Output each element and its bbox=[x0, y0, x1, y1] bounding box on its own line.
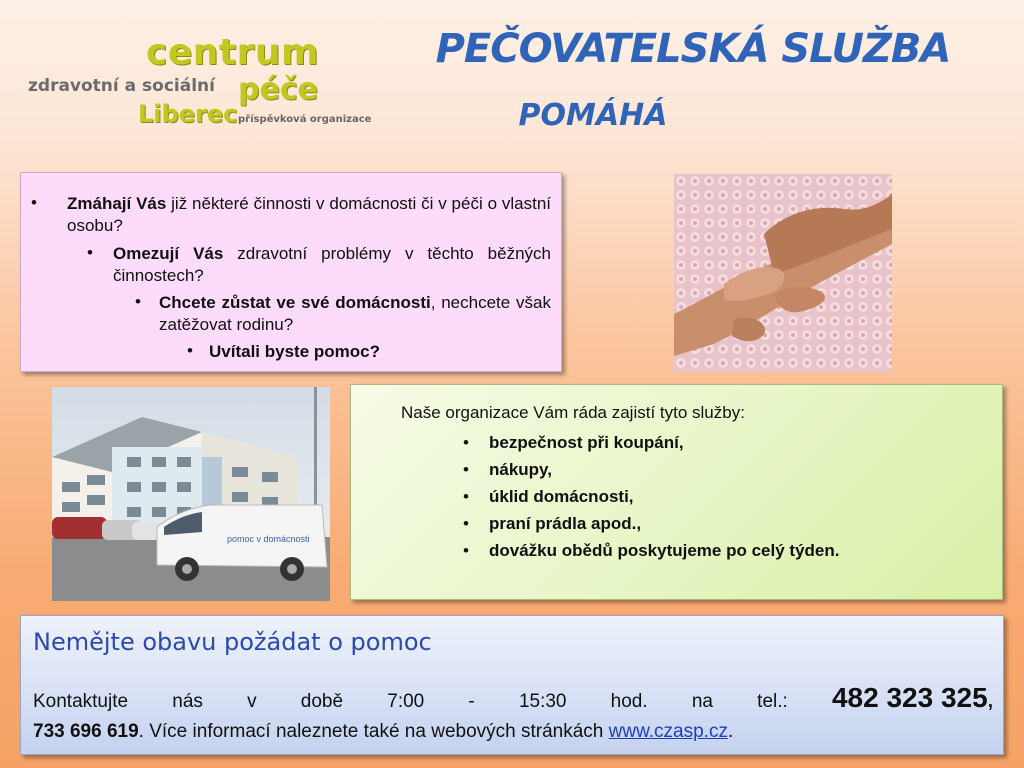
question-text: již některé činnosti v domácnosti či v péči o vlastní osobu? bbox=[67, 194, 551, 235]
contact-line bbox=[33, 682, 993, 714]
logo-organizace: příspěvková organizace bbox=[238, 114, 372, 125]
hands-photo bbox=[674, 174, 892, 372]
service-item: • dovážku obědů poskytujeme po celý týden. bbox=[461, 537, 839, 564]
logo-liberec: Liberec bbox=[138, 100, 238, 128]
question-item bbox=[159, 292, 551, 336]
contact-word: hod. bbox=[610, 691, 648, 712]
building-photo bbox=[52, 387, 330, 601]
phone-number-primary: 482 323 325 bbox=[831, 682, 988, 713]
service-item: • praní prádla apod., bbox=[461, 510, 839, 537]
question-bold: Omezují Vás bbox=[113, 244, 224, 263]
phone-suffix: , bbox=[987, 691, 993, 712]
question-item bbox=[209, 341, 551, 363]
bullet-icon: • bbox=[87, 243, 93, 262]
questions-box bbox=[20, 172, 562, 372]
contact-word: 7:00 bbox=[387, 691, 425, 712]
contact-word: nás bbox=[172, 691, 203, 712]
contact-word: tel.: bbox=[757, 691, 788, 712]
bullet-icon: • bbox=[135, 292, 141, 311]
services-list bbox=[461, 429, 839, 564]
contact-word: době bbox=[300, 691, 344, 712]
contact-word: Kontaktujte bbox=[33, 691, 129, 712]
service-item: • úklid domácnosti, bbox=[461, 483, 839, 510]
bullet-icon: • bbox=[31, 193, 37, 212]
services-intro: Naše organizace Vám ráda zajistí tyto služby: bbox=[401, 403, 745, 422]
contact-word: na bbox=[691, 691, 713, 712]
organization-logo bbox=[28, 32, 388, 133]
question-bold: Zmáhají Vás bbox=[67, 194, 167, 213]
question-item bbox=[113, 243, 551, 287]
contact-word: v bbox=[247, 691, 257, 712]
page-title: PEČOVATELSKÁ SLUŽBA bbox=[435, 26, 951, 72]
phone-number-secondary: 733 696 619 bbox=[33, 721, 139, 742]
service-item: • nákupy, bbox=[461, 456, 839, 483]
contact-word: 15:30 bbox=[518, 691, 567, 712]
contact-line-2 bbox=[33, 721, 733, 743]
question-bold: Uvítali byste pomoc? bbox=[209, 342, 380, 361]
question-item bbox=[67, 193, 551, 237]
contact-end: . bbox=[727, 721, 734, 742]
contact-box bbox=[20, 615, 1004, 755]
question-text: , nechcete však zatěžovat rodinu? bbox=[159, 293, 551, 334]
page-subtitle: POMÁHÁ bbox=[518, 98, 668, 133]
logo-pece: péče bbox=[238, 72, 318, 107]
contact-word: - bbox=[468, 691, 475, 712]
logo-centrum: centrum bbox=[146, 32, 319, 73]
services-box bbox=[350, 384, 1003, 600]
contact-heading: Nemějte obavu požádat o pomoc bbox=[33, 628, 432, 656]
more-info-text: . Více informací naleznete také na webových stránkách bbox=[138, 721, 609, 742]
logo-zdravotni: zdravotní a sociální bbox=[28, 76, 215, 96]
bullet-icon: • bbox=[187, 341, 193, 360]
service-item: • bezpečnost při koupání, bbox=[461, 429, 839, 456]
question-bold: Chcete zůstat ve své domácnosti bbox=[159, 293, 431, 312]
question-text: zdravotní problémy v těchto běžných činnostech? bbox=[113, 244, 551, 285]
van-label: pomoc v domácnosti bbox=[227, 534, 310, 544]
website-link[interactable]: www.czasp.cz bbox=[608, 721, 728, 742]
